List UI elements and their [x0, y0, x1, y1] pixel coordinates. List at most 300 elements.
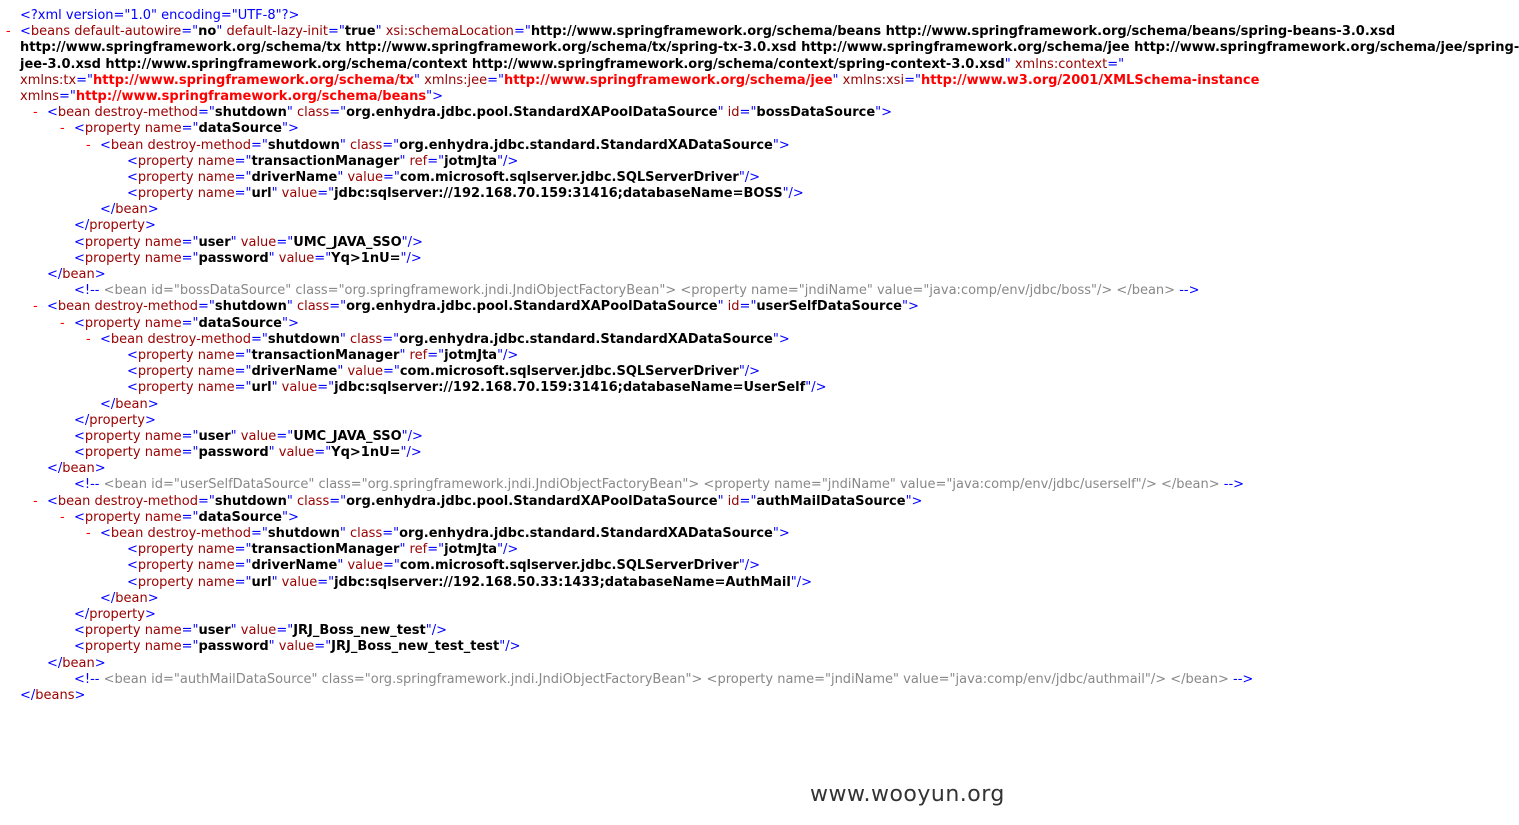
xml-token: property [137, 558, 194, 574]
xml-token: <?xml version="1.0" encoding="UTF-8"?> [20, 8, 300, 23]
xml-line [0, 251, 1015, 267]
xml-token: user [198, 623, 231, 639]
xml-token: name [193, 153, 235, 169]
xml-token: http://www.springframework.org/schema/beans http://www.springframework.org/schema/beans/spring-beans-3.0.xsd [530, 24, 1396, 40]
xml-token: property [89, 218, 145, 234]
xml-token: < [74, 445, 85, 461]
xml-token: --> [1233, 671, 1254, 687]
xml-token: " [286, 493, 293, 509]
xml-token: > [144, 606, 156, 622]
collapse-toggle[interactable]: - [60, 509, 65, 525]
xml-token: =" [328, 24, 345, 40]
xml-token: bean [115, 396, 148, 412]
xml-token: =" [382, 526, 400, 541]
xml-token: "/> [400, 445, 422, 461]
xml-token: bean [110, 137, 144, 153]
xml-token: =" [181, 445, 199, 461]
xml-line [0, 218, 1015, 234]
xml-token: value [236, 234, 277, 250]
xml-token: > [144, 218, 156, 234]
xml-line [0, 348, 1015, 364]
xml-token: =" [181, 315, 199, 331]
xml-token: property [137, 347, 194, 363]
xml-token: true [344, 24, 376, 40]
xml-token: value [274, 639, 315, 655]
xml-token: value [277, 380, 318, 396]
xml-token: class [292, 299, 330, 315]
xml-token: < [20, 24, 31, 40]
xml-token: =" [317, 574, 335, 590]
xml-token: <!-- [74, 671, 100, 687]
xml-token: =" [234, 558, 252, 574]
xml-line [0, 56, 1125, 73]
xml-token: class [345, 331, 383, 347]
xml-token: name [140, 623, 182, 639]
xml-token: =" [181, 623, 199, 639]
xml-token: password [198, 445, 269, 461]
xml-token: =" [198, 105, 215, 121]
xml-token: password [198, 250, 269, 266]
xml-line [0, 267, 1015, 283]
xml-token: transactionManager [251, 347, 400, 363]
xml-token: < [47, 105, 58, 121]
xml-token: "/> [401, 234, 423, 250]
xml-token: dataSource [198, 315, 282, 331]
xml-token: JRJ_Boss_new_test_test [331, 639, 500, 655]
xml-line [0, 623, 1015, 639]
xml-token: destroy-method [143, 137, 251, 153]
xml-token: " [337, 558, 344, 574]
xml-token: > [147, 590, 159, 606]
xml-line [0, 105, 1015, 121]
xml-token: org.enhydra.jdbc.standard.StandardXADataSource [399, 331, 773, 347]
xml-token: =" [251, 526, 268, 541]
xml-token: =" [317, 186, 335, 202]
xml-token: default-autowire [70, 24, 182, 40]
xml-line [0, 671, 1254, 688]
xml-token: beans [35, 687, 75, 703]
xml-token: shutdown [267, 331, 340, 347]
xml-token: =" [234, 347, 252, 363]
xml-token: UMC_JAVA_SSO [293, 428, 402, 444]
xml-token: < [74, 234, 85, 250]
xml-token: destroy-method [143, 331, 251, 347]
xml-token: =" [382, 331, 400, 347]
xml-token: =" [513, 24, 531, 40]
xml-token: > [94, 655, 106, 671]
xml-tree-view [0, 8, 1519, 704]
xml-token: UMC_JAVA_SSO [293, 234, 402, 250]
xml-token: =" [198, 493, 215, 509]
xml-token: transactionManager [251, 542, 400, 558]
xml-token: id [723, 105, 740, 121]
xml-token: "/> [499, 639, 521, 655]
xml-token: shutdown [267, 526, 340, 541]
xml-token: =" [181, 24, 199, 40]
xml-token: name [140, 315, 182, 331]
xml-token: name [193, 169, 235, 185]
xml-token: "/> [400, 250, 422, 266]
collapse-toggle[interactable]: - [60, 315, 65, 331]
xml-token: value [274, 250, 315, 266]
xml-token: " [414, 72, 421, 88]
xml-token: > [147, 202, 159, 218]
xml-token: value [236, 623, 277, 639]
xml-token: Yq>1nU= [331, 250, 401, 266]
xml-token: userSelfDataSource [756, 299, 902, 315]
xml-token: " [286, 105, 293, 121]
xml-token: > [74, 687, 86, 703]
xml-token: id [723, 493, 740, 509]
xml-token: =" [234, 186, 252, 202]
xml-token: < [74, 121, 85, 137]
xml-token: =" [314, 250, 332, 266]
xml-token: =" [314, 639, 332, 655]
xml-token: < [74, 315, 85, 331]
xml-line [0, 170, 1015, 186]
xml-token: ref [405, 347, 428, 363]
xml-token: =" [904, 72, 921, 88]
xml-token: " [399, 347, 406, 363]
xml-token: < [127, 574, 138, 590]
xml-line [0, 526, 1015, 542]
xml-token: jee-3.0.xsd http://www.springframework.org/schema/context http://www.springframework.org/schema/context/spring-context-3.0.xsd [20, 56, 1005, 72]
xml-token: bean [57, 493, 91, 509]
xml-token: org.enhydra.jdbc.pool.StandardXAPoolDataSource [346, 105, 718, 121]
xml-line [0, 332, 1015, 348]
xml-line [0, 397, 1015, 413]
xml-token: "> [426, 88, 444, 104]
xml-token: value [277, 186, 318, 202]
xml-token: " [832, 72, 839, 88]
xml-token: " [271, 380, 278, 396]
xml-token: --> [1223, 477, 1245, 493]
xml-token: name [193, 380, 235, 396]
xml-token: http://www.springframework.org/schema/tx [93, 72, 415, 88]
xml-token: " [399, 542, 406, 558]
xml-token: =" [181, 428, 199, 444]
xml-line [0, 24, 1396, 40]
xml-token: =" [487, 72, 505, 88]
xml-token: xsi:schemaLocation [381, 24, 514, 40]
xml-token: bean [115, 202, 148, 218]
xml-token: com.microsoft.sqlserver.jdbc.SQLServerDriver [399, 169, 739, 185]
xml-token: =" [234, 153, 252, 169]
xml-token: shutdown [214, 493, 287, 509]
xml-token: jotmJta [444, 542, 498, 558]
xml-token: " [230, 234, 237, 250]
xml-token: =" [234, 169, 252, 185]
xml-token: < [127, 186, 138, 202]
xml-token: =" [181, 509, 199, 525]
xml-token: " [339, 526, 346, 541]
xml-token: =" [234, 364, 252, 380]
xml-token: < [100, 526, 111, 541]
xml-token: name [193, 186, 235, 202]
xml-token: jdbc:sqlserver://192.168.70.159:31416;databaseName=UserSelf [334, 380, 806, 396]
xml-token: =" [739, 105, 757, 121]
xml-token: "> [282, 509, 299, 525]
xml-token: "/> [425, 623, 448, 639]
xml-token: </ [47, 461, 63, 477]
xml-token: < [127, 347, 138, 363]
xml-token: </ [20, 687, 36, 703]
xml-token: value [274, 445, 315, 461]
xml-token: com.microsoft.sqlserver.jdbc.SQLServerDriver [399, 364, 739, 380]
xml-token: =" [181, 121, 199, 137]
xml-token: " [717, 493, 724, 509]
xml-token: =" [382, 364, 400, 380]
xml-token: http://www.springframework.org/schema/tx http://www.springframework.org/schema/tx/spring-tx-3.0.xsd http://www.springframework.org/schema/jee http://www.springframework.org/schema/jee/spring- [20, 40, 1519, 56]
xml-token: </ [74, 606, 90, 622]
xml-token: =" [329, 105, 347, 121]
xml-token: --> [1179, 283, 1200, 299]
xml-token: =" [198, 299, 215, 315]
xml-token: name [193, 574, 235, 590]
xml-token: property [137, 364, 194, 380]
xml-token: </ [100, 396, 116, 412]
xml-token: bean [110, 526, 144, 541]
xml-token: =" [234, 380, 252, 396]
xml-token: jotmJta [444, 153, 498, 169]
xml-line [0, 656, 1015, 672]
xml-token: =" [276, 428, 294, 444]
xml-token: value [277, 574, 318, 590]
xml-token: name [193, 542, 235, 558]
xml-token: </ [47, 655, 63, 671]
xml-token: =" [76, 72, 94, 88]
xml-token: driverName [251, 169, 338, 185]
xml-token: class [345, 137, 383, 153]
xml-token: bossDataSource [756, 105, 876, 121]
xml-line [0, 510, 1015, 526]
xml-token: =" [382, 169, 400, 185]
xml-line [0, 575, 1015, 591]
xml-token: name [140, 509, 182, 525]
xml-token: bean [62, 461, 95, 477]
xml-token: < [127, 558, 138, 574]
xml-token: xmlns:jee [420, 72, 488, 88]
collapse-toggle[interactable]: - [33, 493, 38, 509]
xml-token: name [193, 364, 235, 380]
xml-token: =" [181, 234, 199, 250]
xml-token: user [198, 428, 231, 444]
xml-token: > [144, 412, 156, 428]
xml-line [0, 688, 1015, 704]
collapse-toggle[interactable]: - [60, 121, 65, 137]
xml-line [0, 380, 1015, 396]
xml-token: user [198, 234, 231, 250]
xml-token: name [193, 347, 235, 363]
xml-token: "/> [805, 380, 827, 396]
xml-token: "> [901, 299, 919, 315]
xml-token: value [343, 364, 383, 380]
xml-token: dataSource [198, 509, 282, 525]
xml-token: property [137, 153, 194, 169]
xml-token: " [268, 250, 275, 266]
xml-token: " [216, 24, 223, 40]
xml-line [0, 202, 1015, 218]
xml-token: ref [405, 153, 428, 169]
xml-token: < [127, 542, 138, 558]
xml-token: property [84, 445, 141, 461]
xml-token: property [84, 623, 141, 639]
xml-token: name [193, 558, 235, 574]
xml-token: " [717, 299, 724, 315]
collapse-toggle[interactable]: - [86, 526, 91, 541]
xml-token: "/> [497, 347, 519, 363]
xml-token: driverName [251, 558, 338, 574]
xml-token: < [100, 331, 111, 347]
xml-line [0, 461, 1015, 477]
xml-token: < [47, 493, 58, 509]
xml-token: xmlns:xsi [838, 72, 905, 88]
xml-token: property [84, 509, 141, 525]
xml-token: =" [234, 574, 252, 590]
xml-token: property [84, 639, 141, 655]
xml-token: transactionManager [251, 153, 400, 169]
xml-token: < [74, 250, 85, 266]
xml-token: "/> [738, 558, 761, 574]
xml-token: =" [276, 623, 294, 639]
xml-token: < [74, 509, 85, 525]
xml-token: =" [329, 299, 347, 315]
xml-token: " [337, 364, 344, 380]
xml-token: destroy-method [143, 526, 251, 541]
xml-token: </ [100, 590, 116, 606]
xml-token: " [337, 169, 344, 185]
xml-token: " [375, 24, 382, 40]
xml-token: "> [875, 105, 893, 121]
xml-token: name [140, 428, 182, 444]
xml-token: http://www.w3.org/2001/XMLSchema-instance [920, 72, 1260, 88]
xml-token: " [230, 623, 237, 639]
xml-token: jdbc:sqlserver://192.168.70.159:31416;databaseName=BOSS [334, 186, 783, 202]
xml-line [0, 494, 1015, 510]
xml-token: property [137, 542, 194, 558]
xml-token: "> [282, 121, 299, 137]
xml-line [0, 558, 1015, 574]
xml-line [0, 639, 1015, 655]
xml-token: property [137, 574, 194, 590]
xml-token: " [230, 428, 237, 444]
xml-token: jotmJta [444, 347, 498, 363]
xml-token: password [198, 639, 269, 655]
xml-token: < [127, 153, 138, 169]
xml-token: =" [382, 558, 400, 574]
xml-token: <bean id="bossDataSource" class="org.springframework.jndi.JndiObjectFactoryBean"> <property name="jndiName" value="java:comp/env/jdbc/boss"/> </bean> [99, 283, 1180, 299]
xml-line [0, 429, 1015, 445]
xml-token: " [1004, 56, 1011, 72]
xml-token: ref [405, 542, 428, 558]
xml-token: property [137, 169, 194, 185]
xml-token: "/> [782, 186, 804, 202]
xml-token: > [94, 461, 106, 477]
xml-token: destroy-method [90, 105, 198, 121]
xml-token: bean [62, 655, 95, 671]
xml-token: "> [905, 493, 923, 509]
xml-line [0, 154, 1015, 170]
xml-token: < [74, 428, 85, 444]
xml-token: </ [47, 267, 63, 282]
xml-token: <!-- [74, 477, 100, 493]
xml-token: =" [427, 542, 445, 558]
xml-token: http://www.springframework.org/schema/jee [504, 72, 833, 88]
xml-token: =" [427, 153, 445, 169]
xml-token: < [127, 364, 138, 380]
xml-token: <bean id="authMailDataSource" class="org.springframework.jndi.JndiObjectFactoryBean"> <property name="jndiName" value="java:comp/env/jdbc/authmail"/> </bean> [99, 671, 1234, 687]
xml-token: =" [382, 137, 400, 153]
collapse-toggle[interactable]: - [6, 24, 11, 40]
xml-token: property [89, 606, 145, 622]
xml-token: < [100, 137, 111, 153]
xml-token: org.enhydra.jdbc.pool.StandardXAPoolDataSource [346, 493, 718, 509]
xml-token: authMailDataSource [756, 493, 906, 509]
xml-token: bean [110, 331, 144, 347]
xml-line [0, 40, 1519, 56]
xml-token: property [84, 315, 141, 331]
xml-token: property [84, 428, 141, 444]
xml-token: class [292, 105, 330, 121]
xml-line [0, 72, 1260, 89]
xml-token: " [271, 574, 278, 590]
xml-token: < [74, 623, 85, 639]
xml-token: property [137, 380, 194, 396]
xml-token: name [140, 445, 182, 461]
xml-token: =" [58, 88, 76, 104]
collapse-toggle[interactable]: - [33, 105, 38, 121]
xml-token: property [84, 234, 141, 250]
xml-token: "/> [738, 364, 761, 380]
xml-token: "/> [497, 153, 519, 169]
xml-token: bean [62, 267, 95, 282]
xml-line [0, 8, 1015, 24]
xml-token: org.enhydra.jdbc.pool.StandardXAPoolDataSource [346, 299, 718, 315]
xml-token: jdbc:sqlserver://192.168.50.33:1433;databaseName=AuthMail [334, 574, 791, 590]
xml-token: class [345, 526, 383, 541]
xml-token: destroy-method [90, 299, 198, 315]
xml-token: bean [115, 590, 148, 606]
xml-token: com.microsoft.sqlserver.jdbc.SQLServerDriver [399, 558, 739, 574]
xml-token: " [339, 331, 346, 347]
xml-token: " [271, 186, 278, 202]
xml-token: </ [74, 412, 90, 428]
xml-token: xmlns:tx [20, 72, 77, 88]
xml-token: "/> [738, 169, 761, 185]
xml-token: class [292, 493, 330, 509]
xml-token: value [236, 428, 277, 444]
collapse-toggle[interactable]: - [86, 331, 91, 347]
xml-token: =" [181, 250, 199, 266]
xml-line [0, 299, 1015, 315]
xml-token: value [343, 558, 383, 574]
xml-token: property [84, 121, 141, 137]
xml-token: http://www.springframework.org/schema/beans [75, 88, 427, 104]
xml-token: =" [317, 380, 335, 396]
xml-token: xmlns [20, 88, 59, 104]
collapse-toggle[interactable]: - [86, 137, 91, 153]
xml-token: bean [57, 105, 91, 121]
xml-token: no [198, 24, 217, 40]
xml-token: bean [57, 299, 91, 315]
xml-token: " [286, 299, 293, 315]
xml-token: value [343, 169, 383, 185]
xml-token: "> [772, 526, 790, 541]
xml-line [0, 477, 1245, 493]
xml-token: destroy-method [90, 493, 198, 509]
xml-token: </ [100, 202, 116, 218]
collapse-toggle[interactable]: - [33, 299, 38, 315]
